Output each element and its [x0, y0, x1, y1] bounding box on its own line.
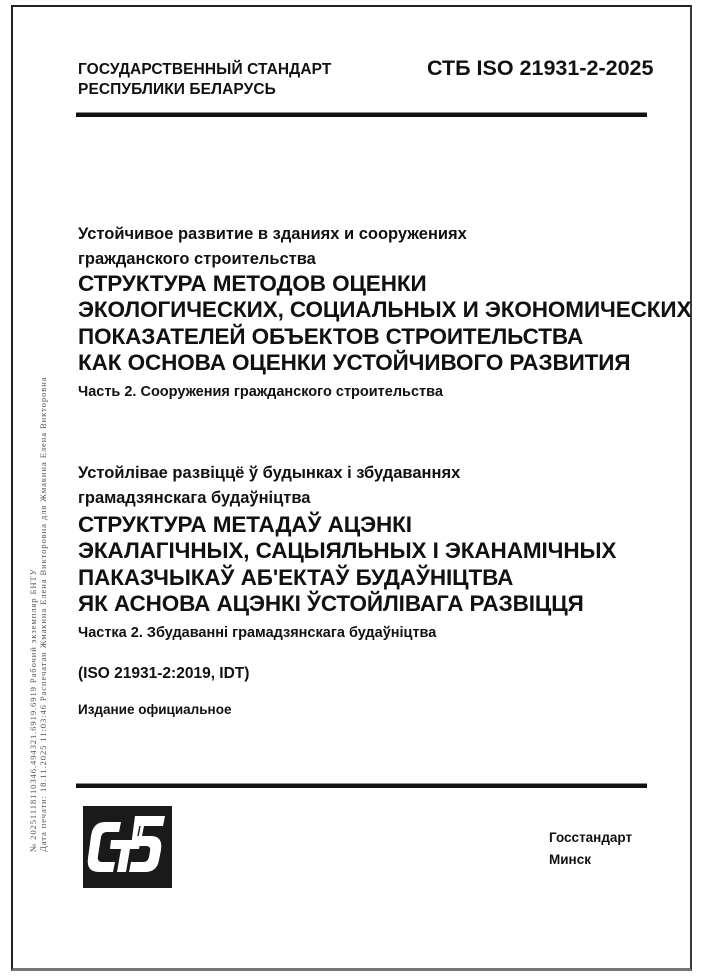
belarusian-subtitle-line-1: Устойлівае развіццё ў будынках і збудаваннях [78, 464, 461, 482]
belarusian-part: Частка 2. Збудаванні грамадзянскага будаўніцтва [78, 625, 437, 641]
russian-title [78, 271, 691, 377]
russian-subtitle-line-2: гражданского строительства [78, 250, 316, 268]
russian-subtitle [78, 222, 467, 272]
belarusian-title-line-1: СТРУКТУРА МЕТАДАЎ АЦЭНКІ [78, 512, 412, 537]
issuer-heading [78, 60, 331, 100]
publisher-block [549, 827, 632, 871]
russian-title-line-1: СТРУКТУРА МЕТОДОВ ОЦЕНКИ [78, 271, 427, 296]
belarusian-title-line-3: ПАКАЗЧЫКАЎ АБ'ЕКТАЎ БУДАЎНІЦТВА [78, 564, 514, 590]
belarusian-title [78, 512, 616, 618]
russian-title-line-3: ПОКАЗАТЕЛЕЙ ОБЪЕКТОВ СТРОИТЕЛЬСТВА [78, 323, 584, 349]
russian-title-line-4: КАК ОСНОВА ОЦЕНКИ УСТОЙЧИВОГО РАЗВИТИЯ [78, 350, 631, 376]
russian-title-line-2: ЭКОЛОГИЧЕСКИХ, СОЦИАЛЬНЫХ И ЭКОНОМИЧЕСКИХ [78, 297, 692, 323]
watermark-line-2: Дата печати: 18.11.2025 11:03:46 Распечатан Жмакина Елена Викторовна для Жмакина Елена Викторовна [38, 376, 48, 852]
belarusian-subtitle-line-2: грамадзянскага будаўніцтва [78, 489, 311, 507]
standard-code: СТБ ISO 21931-2-2025 [427, 56, 654, 80]
stb-logo-icon [83, 806, 172, 888]
footer-divider [76, 783, 647, 788]
header-divider [76, 112, 647, 117]
edition-label: Издание официальное [78, 702, 232, 717]
publisher-name: Госстандарт [549, 830, 633, 845]
print-watermark [28, 377, 48, 852]
belarusian-subtitle [78, 461, 460, 511]
russian-part: Часть 2. Сооружения гражданского строительства [78, 384, 443, 400]
belarusian-title-line-4: ЯК АСНОВА АЦЭНКІ ЎСТОЙЛІВАГА РАЗВІЦЦЯ [78, 591, 584, 617]
publisher-city: Минск [549, 852, 591, 867]
watermark-line-1: № 20251118110346.494321.6919.6919 Рабочий экземпляр БНТУ [28, 568, 38, 852]
russian-subtitle-line-1: Устойчивое развитие в зданиях и сооружениях [78, 225, 467, 243]
issuer-line-1: ГОСУДАРСТВЕННЫЙ СТАНДАРТ [78, 61, 332, 78]
issuer-line-2: РЕСПУБЛИКИ БЕЛАРУСЬ [78, 81, 276, 98]
iso-reference: (ISO 21931-2:2019, IDT) [78, 665, 250, 682]
belarusian-title-line-2: ЭКАЛАГІЧНЫХ, САЦЫЯЛЬНЫХ І ЭКАНАМІЧНЫХ [78, 538, 617, 564]
